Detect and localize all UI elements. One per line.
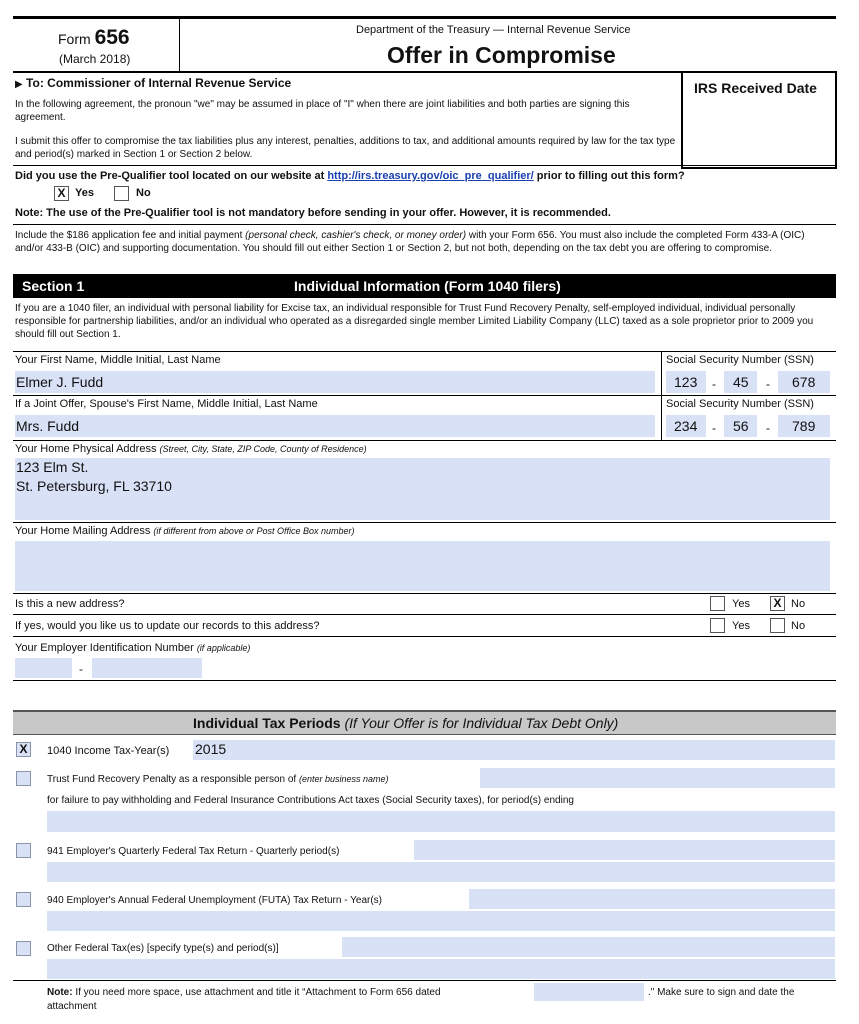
home-address-field[interactable] <box>15 458 830 520</box>
tax-941-periods-field[interactable] <box>414 840 835 860</box>
fee-text-pre: Include the $186 application fee and initial payment <box>15 230 246 241</box>
mailing-address-label-row <box>15 524 355 538</box>
update-records-yes-label: Yes <box>732 620 750 632</box>
spouse-name-value: Mrs. Fudd <box>16 418 80 434</box>
ssn-part-3-value: 678 <box>792 374 816 390</box>
new-address-yes-checkbox[interactable] <box>710 596 725 611</box>
footer-note-continued: attachment <box>47 1001 97 1012</box>
tfrp-label-row <box>47 773 389 786</box>
footer-note-bold: Note: <box>47 987 73 998</box>
mailing-address-hint: (if different from above or Post Office Box number) <box>153 526 355 536</box>
ein-separator: - <box>79 662 83 676</box>
spouse-ssn-part-2-value: 56 <box>733 418 749 434</box>
spouse-name-label: If a Joint Offer, Spouse's First Name, Middle Initial, Last Name <box>15 398 318 410</box>
rule-after-note <box>13 224 836 225</box>
other-tax-field-2[interactable] <box>47 959 835 979</box>
rule-after-intro <box>13 165 836 166</box>
tax-1040-label: 1040 Income Tax-Year(s) <box>47 745 170 757</box>
rule-before-name <box>13 351 836 352</box>
rule-after-home <box>13 522 836 523</box>
tax-1040-years-field[interactable] <box>193 740 835 760</box>
to-commissioner: To: Commissioner of Internal Revenue Service <box>26 76 292 90</box>
name-value: Elmer J. Fudd <box>16 374 104 390</box>
tfrp-periods-field[interactable] <box>47 811 835 832</box>
tax-1040-years-value: 2015 <box>195 741 227 757</box>
agency-name: Department of the Treasury — Internal Revenue Service <box>356 24 631 36</box>
home-address-label: Your Home Physical Address <box>15 443 157 455</box>
attachment-date-field[interactable] <box>534 983 644 1001</box>
tax-940-checkbox[interactable] <box>16 892 31 907</box>
other-tax-field[interactable] <box>342 937 835 957</box>
ein-label: Your Employer Identification Number <box>15 642 194 654</box>
home-address-line-2: St. Petersburg, FL 33710 <box>16 478 172 494</box>
spouse-ssn-part-2-field[interactable] <box>724 415 757 437</box>
form-number: 656 <box>94 26 130 49</box>
prequalifier-note: Note: The use of the Pre-Qualifier tool is not mandatory before sending in your offer. However, it is recommended. <box>15 207 611 219</box>
fee-instructions <box>15 229 835 255</box>
spouse-ssn-part-1-field[interactable] <box>666 415 706 437</box>
form-date: (March 2018) <box>59 52 131 66</box>
new-address-yes-label: Yes <box>732 598 750 610</box>
rule-after-mailing <box>13 593 836 594</box>
tax-periods-title-bold: Individual Tax Periods <box>193 715 341 731</box>
prequalifier-no-label: No <box>136 187 151 199</box>
rule-after-name <box>13 395 836 396</box>
tfrp-label: Trust Fund Recovery Penalty as a responsible person of <box>47 774 297 785</box>
header-divider <box>179 17 180 71</box>
tax-940-label: 940 Employer's Annual Federal Unemployment (FUTA) Tax Return - Year(s) <box>47 895 383 906</box>
tax-1040-checkbox[interactable]: X <box>16 742 31 757</box>
home-address-hint: (Street, City, State, ZIP Code, County of Residence) <box>159 444 367 454</box>
rule-after-update <box>13 636 836 637</box>
ssn-part-1-value: 123 <box>674 374 698 390</box>
prequalifier-yes-checkbox[interactable]: X <box>54 186 69 201</box>
tfrp-hint: (enter business name) <box>298 774 389 784</box>
tfrp-checkbox[interactable] <box>16 771 31 786</box>
ssn-part-1-field[interactable] <box>666 371 706 393</box>
tax-periods-title-italic: (If Your Offer is for Individual Tax Debt Only) <box>340 715 619 731</box>
prequalifier-link[interactable]: http://irs.treasury.gov/oic_pre_qualifier/ <box>327 170 534 182</box>
spouse-ssn-part-3-value: 789 <box>792 418 816 434</box>
prequalifier-question <box>15 170 685 182</box>
rule-after-new-address <box>13 614 836 615</box>
tax-940-years-field[interactable] <box>469 889 835 909</box>
fee-text-post: with your Form 656. You must also include the completed Form 433-A (OIC) and/or 433-B (OIC) and supporting documentation. You should fill out either Section 1 or Section 2, but not both, depending on the tax debt you are offering to compromise. <box>15 230 805 254</box>
footer-note-text: If you need more space, use attachment and title it “Attachment to Form 656 dated <box>72 987 441 998</box>
new-address-no-checkbox[interactable]: X <box>770 596 785 611</box>
other-tax-checkbox[interactable] <box>16 941 31 956</box>
tax-941-label: 941 Employer's Quarterly Federal Tax Return - Quarterly period(s) <box>47 846 340 857</box>
tfrp-description: for failure to pay withholding and Federal Insurance Contributions Act taxes (Social Security taxes), for period(s) ending <box>47 795 574 806</box>
ssn-label: Social Security Number (SSN) <box>666 354 814 366</box>
update-records-question: If yes, would you like us to update our records to this address? <box>15 620 320 632</box>
ein-hint: (if applicable) <box>196 643 251 653</box>
update-records-no-checkbox[interactable] <box>770 618 785 633</box>
intro-paragraph-2: I submit this offer to compromise the tax liabilities plus any interest, penalties, additions to tax, and additional amounts required by law for the tax type and period(s) marked in Section 1 or Section 2 below. <box>15 136 676 160</box>
rule-before-footer-note <box>13 980 836 981</box>
ssn-separator: - <box>766 421 770 435</box>
prequalifier-text-end: prior to filling out this form? <box>533 170 685 182</box>
mailing-address-label: Your Home Mailing Address <box>15 525 151 537</box>
spouse-ssn-part-1-value: 234 <box>674 418 698 434</box>
prequalifier-yes-label: Yes <box>75 187 94 199</box>
home-address-label-row <box>15 442 367 456</box>
section-1-title: Individual Information (Form 1040 filers) <box>294 278 561 294</box>
rule-after-spouse <box>13 440 836 441</box>
form-number-block <box>58 26 130 50</box>
tax-periods-title <box>193 715 618 732</box>
ssn-divider <box>661 352 662 440</box>
footer-note <box>47 986 441 999</box>
top-rule <box>13 16 836 19</box>
section-1-header <box>13 274 836 298</box>
ein-label-row <box>15 641 250 655</box>
name-label: Your First Name, Middle Initial, Last Name <box>15 354 221 366</box>
ssn-separator: - <box>712 377 716 391</box>
update-records-yes-checkbox[interactable] <box>710 618 725 633</box>
form-title: Offer in Compromise <box>387 42 616 68</box>
update-records-no-label: No <box>791 620 806 632</box>
prequalifier-text: Did you use the Pre-Qualifier tool located on our website at <box>15 170 328 182</box>
ssn-separator: - <box>766 377 770 391</box>
rule-after-ein <box>13 680 836 681</box>
irs-received-date-box <box>681 71 837 169</box>
ssn-separator: - <box>712 421 716 435</box>
tax-941-periods-field-2[interactable] <box>47 862 835 882</box>
spouse-ssn-label: Social Security Number (SSN) <box>666 398 814 410</box>
to-line <box>15 76 291 90</box>
form-prefix: Form <box>58 31 91 47</box>
mailing-address-field[interactable] <box>15 541 830 591</box>
prequalifier-no-checkbox[interactable] <box>114 186 129 201</box>
arrow-right-icon: ▶ <box>15 79 23 90</box>
other-tax-label: Other Federal Tax(es) [specify type(s) and period(s)] <box>47 943 279 954</box>
new-address-question: Is this a new address? <box>15 598 125 610</box>
intro-paragraph-1: In the following agreement, the pronoun "we" may be assumed in place of "I" when there are joint liabilities and both parties are signing this agreement. <box>15 99 630 123</box>
home-address-line-1: 123 Elm St. <box>16 459 89 475</box>
tax-941-checkbox[interactable] <box>16 843 31 858</box>
spouse-ssn-part-3-field[interactable] <box>778 415 830 437</box>
name-field[interactable] <box>15 371 655 393</box>
ssn-part-2-field[interactable] <box>724 371 757 393</box>
new-address-no-label: No <box>791 598 806 610</box>
fee-text-italic: (personal check, cashier's check, or money order) <box>245 230 467 241</box>
tax-940-years-field-2[interactable] <box>47 911 835 931</box>
section-1-description: If you are a 1040 filer, an individual with personal liability for Excise tax, an individual responsible for Trust Fund Recovery Penalty, self-employed individual, individual personally responsible for partnership liabilities, and/or an individual who operated as a disregarded single member Limited Liability Company (LLC) taxed as a sole proprietor prior to 2009 you should fill out Section 1. <box>15 303 814 340</box>
ssn-part-3-field[interactable] <box>778 371 830 393</box>
footer-note-tail: ." Make sure to sign and date the <box>648 987 795 998</box>
irs-received-date-label: IRS Received Date <box>694 80 817 96</box>
section-1-label: Section 1 <box>22 278 85 294</box>
tfrp-business-name-field[interactable] <box>480 768 835 788</box>
tax-periods-header <box>13 710 836 735</box>
spouse-name-field[interactable] <box>15 415 655 437</box>
ein-part-2-field[interactable] <box>92 658 202 678</box>
ssn-part-2-value: 45 <box>733 374 749 390</box>
ein-part-1-field[interactable] <box>15 658 72 678</box>
